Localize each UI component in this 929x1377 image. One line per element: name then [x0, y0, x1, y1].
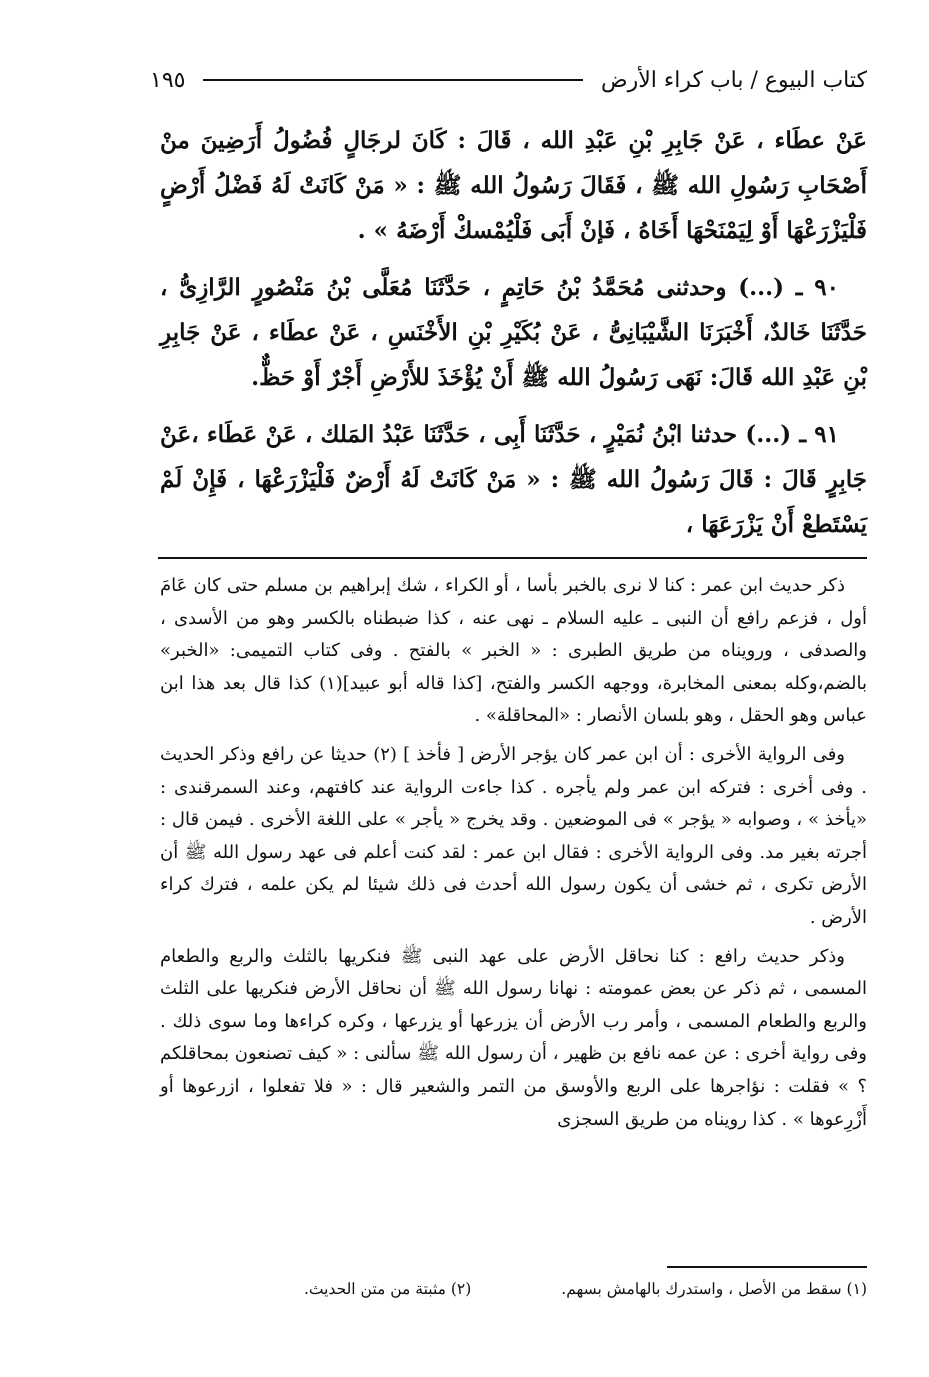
- commentary-paragraph: وفى الرواية الأخرى : أن ابن عمر كان يؤجر الأرض [ فأخذ ] (٢) حديثا عن رافع وذكر الحديث . وفى أخرى : فتركه ابن عمر ولم يأجره . كذا جاءت الرواية عند كافتهم، وعند السمرقندى : «يأخذ » ، وصوابه « يؤجر » فى الموضعين . وقد يخرج « يأجر » على اللغة الأخرى . فيمن قال : أجرته بغير مد. وفى الرواية الأخرى : فقال ابن عمر : لقد كنت أعلم فى عهد رسول الله ﷺ أن الأرض تكرى ، ثم خشى أن يكون رسول الله أحدث فى ذلك شيئا لم يكن علمه ، فترك كراء الأرض .: [160, 743, 867, 928]
- commentary-paragraph: وذكر حديث رافع : كنا نحاقل الأرض على عهد النبى ﷺ فنكريها بالثلث والربع والطعام المسمى ، ثم ذكر عن بعض عمومته : نهانا رسول الله ﷺ أن نحاقل الأرض فنكريها على الثلث والربع والطعام المسمى ، وأمر رب الأرض أن يزرعها أو يزرعها ، وكره كراءها وما سوى ذلك . وفى رواية أخرى : عن عمه نافع بن ظهير ، أن رسول الله ﷺ سألنى : « كيف تصنعون بمحاقلكم ؟ » فقلت : نؤاجرها على الربع والأوسق من التمر والشعير قال : « فلا تفعلوا ، ازرعوها أو أَزْرِعوها » . كذا رويناه من طريق السجزى: [160, 945, 867, 1130]
- footnote-rule: [667, 1266, 867, 1268]
- footnotes: [160, 1276, 867, 1302]
- chapter-title: كتاب البيوع / باب كراء الأرض: [601, 67, 867, 93]
- footnote-1: (١) سقط من الأصل ، واستدرك بالهامش بسهم.: [561, 1280, 867, 1298]
- running-head: [150, 60, 867, 100]
- header-rule: [203, 79, 583, 81]
- hadith-paragraph: ٩٠ ـ (...) وحدثنى مُحَمَّدُ بْنُ حَاتِمٍ ، حَدَّثَنَا مُعَلَّى بْنُ مَنْصُورٍ الرَّازِىُّ ، حَدَّثَنَا خَالدٌ، أَخْبَرَنَا الشَّيْبَانِىُّ ، عَنْ بُكَيْرِ بْنِ الأَخْنَسِ ، عَنْ عطَاء ، عَنْ جَابِرِ بْنِ عَبْدِ الله قَالَ: نَهَى رَسُولُ الله ﷺ أَنْ يُؤْخَذَ للأَرْضِ أَجْرٌ أَوْ حَظٌّ.: [160, 274, 867, 391]
- commentary-text: [160, 570, 867, 1142]
- hadith-paragraph: ٩١ ـ (...) حدثنا ابْنُ نُمَيْرٍ ، حَدَّثَنَا أَبِى ، حَدَّثَنَا عَبْدُ المَلك ، عَنْ عَطَاء ،عَنْ جَابِرٍ قَالَ : قَالَ رَسُولُ الله ﷺ : « مَنْ كَانَتْ لَهُ أَرْضٌ فَلْيَزْرَعْهَا ، فَإِنْ لَمْ يَسْتَطعْ أَنْ يَزْرَعَهَا ،: [160, 421, 867, 538]
- footnote-2: (٢) مثبتة من متن الحديث.: [303, 1280, 472, 1298]
- section-divider: [158, 557, 867, 559]
- page-number: ١٩٥: [150, 67, 186, 93]
- commentary-paragraph: ذكر حديث ابن عمر : كنا لا نرى بالخبر بأسا ، أو الكراء ، شك إبراهيم بن مسلم حتى كان عَامَ أول ، فزعم رافع أن النبى ـ عليه السلام ـ نهى عنه ، كذا ضبطناه بالكسر وهو من الأسدى ، والصدفى ، ورويناه من طريق الطبرى : « الخبر » بالفتح . وفى كتاب التميمى: «الخبر» بالضم،وكله بمعنى المخابرة، ووجهه الكسر والفتح، [كذا قاله أبو عبيد](١) كذا قال بعد هذا ابن عباس وهو الحقل ، وهو بلسان الأنصار : «المحاقلة» .: [160, 575, 867, 727]
- hadith-paragraph: عَنْ عطَاء ، عَنْ جَابِرِ بْنِ عَبْدِ الله ، قَالَ : كَانَ لرجَالٍ فُضُولُ أَرَضِينَ منْ أَصْحَابِ رَسُولِ الله ﷺ ، فَقَالَ رَسُولُ الله ﷺ : « مَنْ كَانَتْ لَهُ فَضْلُ أَرْضٍ فَلْيَزْرَعْهَا أَوْ لِيَمْنَحْهَا أَخَاهُ ، فَإنْ أَبَى فَلْيُمْسكْ أَرْضَهُ » .: [160, 127, 867, 244]
- hadith-text: [160, 118, 867, 559]
